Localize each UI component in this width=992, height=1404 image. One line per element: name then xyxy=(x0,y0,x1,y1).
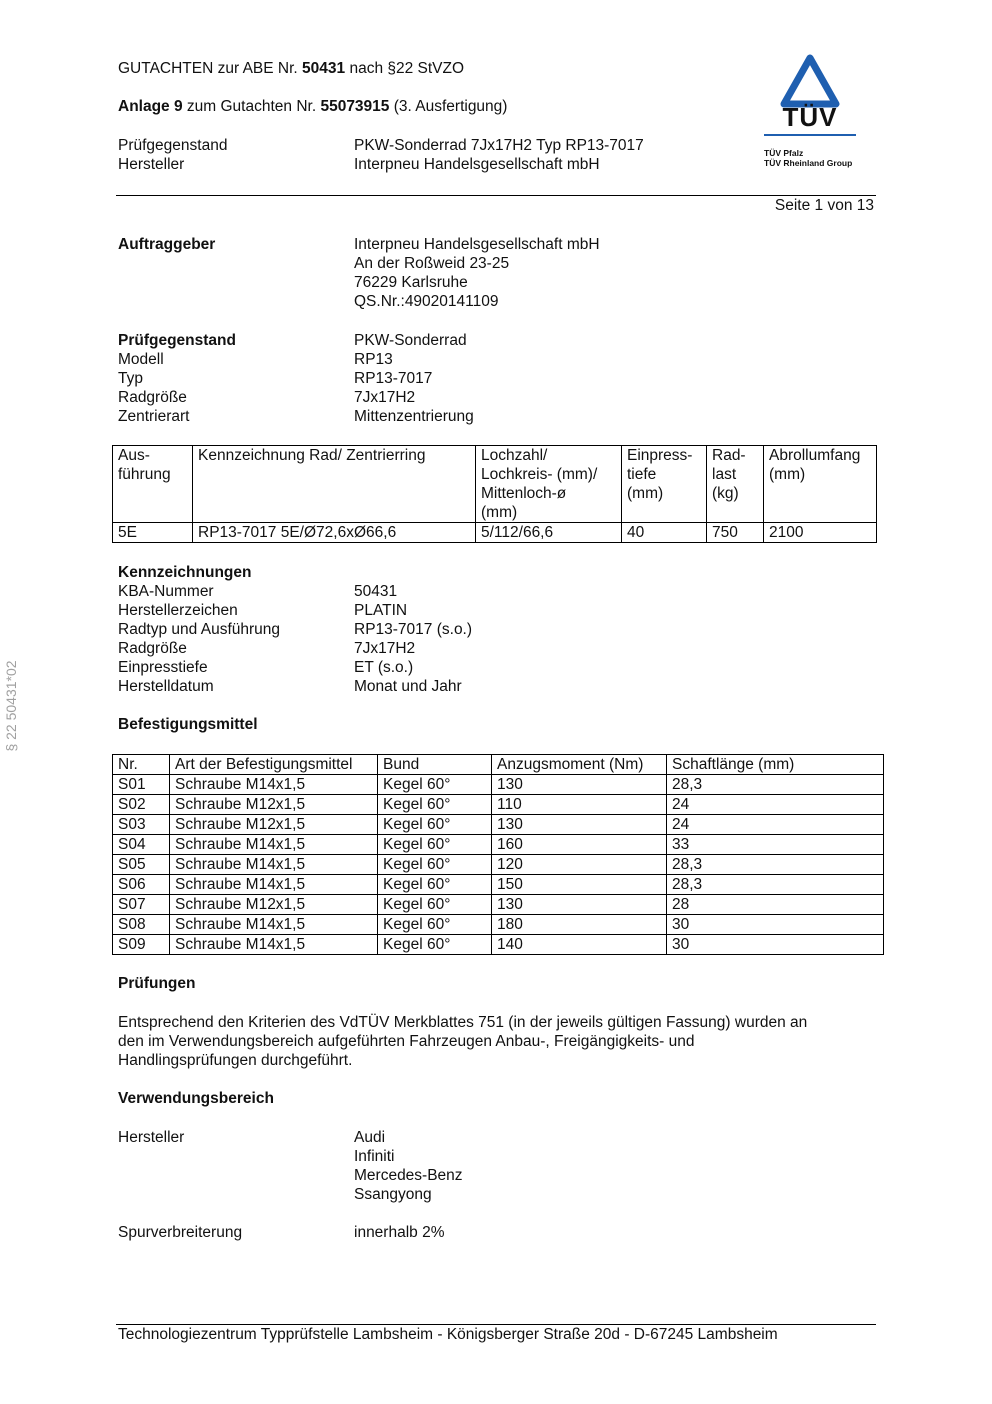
wheel-table-header xyxy=(113,446,877,523)
header-cell: Abrollumfang (mm) xyxy=(764,446,877,523)
tuv-logo xyxy=(760,54,860,174)
befestigung-table-header: Nr. Art der Befestigungsmittel Bund Anzugsmoment (Nm) Schaftlänge (mm) xyxy=(113,755,884,775)
anlage-line: Anlage 9 zum Gutachten Nr. 55073915 (3. Ausfertigung) xyxy=(118,98,508,115)
header-cell: Rad- last (kg) xyxy=(707,446,764,523)
footer-text: Technologiezentrum Typprüfstelle Lambsheim - Königsberger Straße 20d - D-67245 Lambsheim xyxy=(118,1326,778,1343)
tuv-logo-sub2: TÜV Rheinland Group xyxy=(764,158,853,168)
befestigung-table xyxy=(112,754,884,955)
list-item: Infiniti xyxy=(354,1148,395,1165)
header-cell: Einpress- tiefe (mm) xyxy=(622,446,707,523)
auftraggeber-label: Auftraggeber xyxy=(118,236,216,253)
page-info: Seite 1 von 13 xyxy=(774,197,874,214)
hersteller-list xyxy=(354,1128,463,1204)
table-row: S07 Schraube M12x1,5 Kegel 60° 130 28 xyxy=(113,895,884,915)
table-row: S02 Schraube M12x1,5 Kegel 60° 110 24 xyxy=(113,795,884,815)
table-row: 5E RP13-7017 5E/Ø72,6xØ66,6 5/112/66,6 40 750 2100 xyxy=(113,523,877,543)
header-cell: Lochzahl/ Lochkreis- (mm)/ Mittenloch-ø (mm) xyxy=(476,446,622,523)
wheel-table xyxy=(112,445,877,543)
kennzeichnungen-section: Kennzeichnungen KBA-Nummer 50431 Herstellerzeichen PLATIN Radtyp und Ausführung RP13-7017 (s.o.) Radgröße 7Jx17H2 Einpresstiefe ET (s.o.) Herstelldatum Monat und Jahr xyxy=(118,564,473,695)
table-row: S09 Schraube M14x1,5 Kegel 60° 140 30 xyxy=(113,935,884,955)
tuv-logo-text: TÜV xyxy=(782,102,838,132)
table-row: S01 Schraube M14x1,5 Kegel 60° 130 28,3 xyxy=(113,775,884,795)
header-divider xyxy=(116,195,876,196)
table-row: S05 Schraube M14x1,5 Kegel 60° 120 28,3 xyxy=(113,855,884,875)
side-note: § 22 50431*02 xyxy=(3,660,19,752)
table-row: S06 Schraube M14x1,5 Kegel 60° 150 28,3 xyxy=(113,875,884,895)
table-row: S03 Schraube M12x1,5 Kegel 60° 130 24 xyxy=(113,815,884,835)
list-item: Ssangyong xyxy=(354,1186,432,1203)
verwendungsbereich-title: Verwendungsbereich xyxy=(118,1090,274,1107)
auftraggeber-address: Interpneu Handelsgesellschaft mbH An der Roßweid 23-25 76229 Karlsruhe QS.Nr.:49020141109 xyxy=(354,236,600,310)
tuv-logo-sub1: TÜV Pfalz xyxy=(764,148,804,158)
section-title: Kennzeichnungen xyxy=(118,564,252,581)
table-row: S08 Schraube M14x1,5 Kegel 60° 180 30 xyxy=(113,915,884,935)
tuv-logo-rule xyxy=(764,134,856,136)
header-cell: Aus- führung xyxy=(113,446,193,523)
pruefungen-text: Entsprechend den Kriterien des VdTÜV Merkblattes 751 (in der jeweils gültigen Fassung) wurden an den im Verwendungsbereich aufgeführten Fahrzeugen Anbau-, Freigängigkeits- und Handlingsprüfungen durchgeführt. xyxy=(118,1014,808,1069)
table-row: S04 Schraube M14x1,5 Kegel 60° 160 33 xyxy=(113,835,884,855)
footer-divider xyxy=(116,1324,876,1325)
list-item: Mercedes-Benz xyxy=(354,1167,463,1184)
befestigung-title: Befestigungsmittel xyxy=(118,716,258,733)
header-cell: Kennzeichnung Rad/ Zentrierring xyxy=(193,446,476,523)
gutachten-title: GUTACHTEN zur ABE Nr. 50431 nach §22 StVZO xyxy=(118,60,465,77)
pruefungen-title: Prüfungen xyxy=(118,975,196,992)
list-item: Audi xyxy=(354,1129,386,1146)
